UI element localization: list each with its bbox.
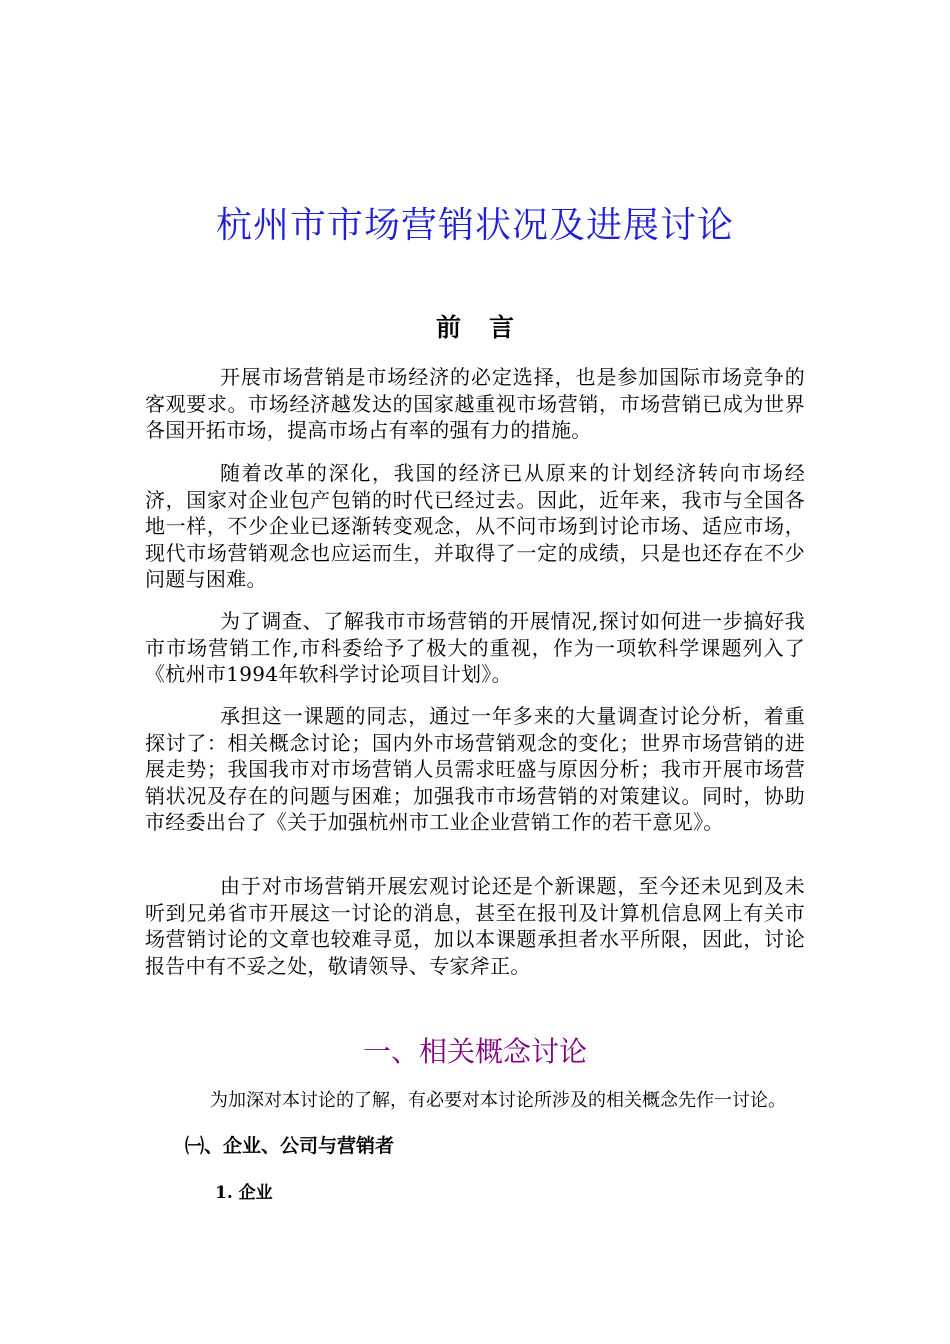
- preface-paragraph-4: 承担这一课题的同志，通过一年多来的大量调查讨论分析，着重探讨了：相关概念讨论；国内外市场营销观念的变化；世界市场营销的进展走势；我国我市对市场营销人员需求旺盛与原因分析；我市开展市场营销状况及存在的问题与困难；加强我市市场营销的对策建议。同时，协助市经委出台了《关于加强杭州市工业企业营销工作的若干意见》。: [145, 704, 805, 834]
- preface-heading-char: 前: [435, 313, 475, 342]
- preface-heading-char: 言: [489, 313, 529, 342]
- sub-heading: ㈠、企业、公司与营销者: [185, 1135, 395, 1157]
- preface-paragraph-3: 为了调查、了解我市市场营销的开展情况,探讨如何进一步搞好我市市场营销工作,市科委给予了极大的重视，作为一项软科学课题列入了《杭州市1994年软科学讨论项目计划》。: [145, 609, 805, 686]
- preface-paragraph-5: 由于对市场营销开展宏观讨论还是个新课题，至今还未见到及未听到兄弟省市开展这一讨论的消息，甚至在报刊及计算机信息网上有关市场营销讨论的文章也较难寻觅，加以本课题承担者水平所限，因此，讨论报告中有不妥之处，敬请领导、专家斧正。: [145, 874, 805, 978]
- subsub-heading: 1. 企业: [215, 1183, 273, 1203]
- preface-heading: [0, 310, 950, 346]
- section-intro: 为加深对本讨论的了解，有必要对本讨论所涉及的相关概念先作一讨论。: [210, 1090, 786, 1111]
- section-heading: 一、相关概念讨论: [362, 1035, 587, 1068]
- preface-paragraph-1: 开展市场营销是市场经济的必定选择，也是参加国际市场竞争的客观要求。市场经济越发达的国家越重视市场营销，市场营销已成为世界各国开拓市场，提高市场占有率的强有力的措施。: [145, 365, 805, 442]
- document-title: 杭州市市场营销状况及进展讨论: [215, 205, 734, 246]
- preface-paragraph-2: 随着改革的深化，我国的经济已从原来的计划经济转向市场经济，国家对企业包产包销的时代已经过去。因此，近年来，我市与全国各地一样，不少企业已逐渐转变观念，从不问市场到讨论市场、适应市场，现代市场营销观念也应运而生，并取得了一定的成绩，只是也还存在不少问题与困难。: [145, 461, 805, 591]
